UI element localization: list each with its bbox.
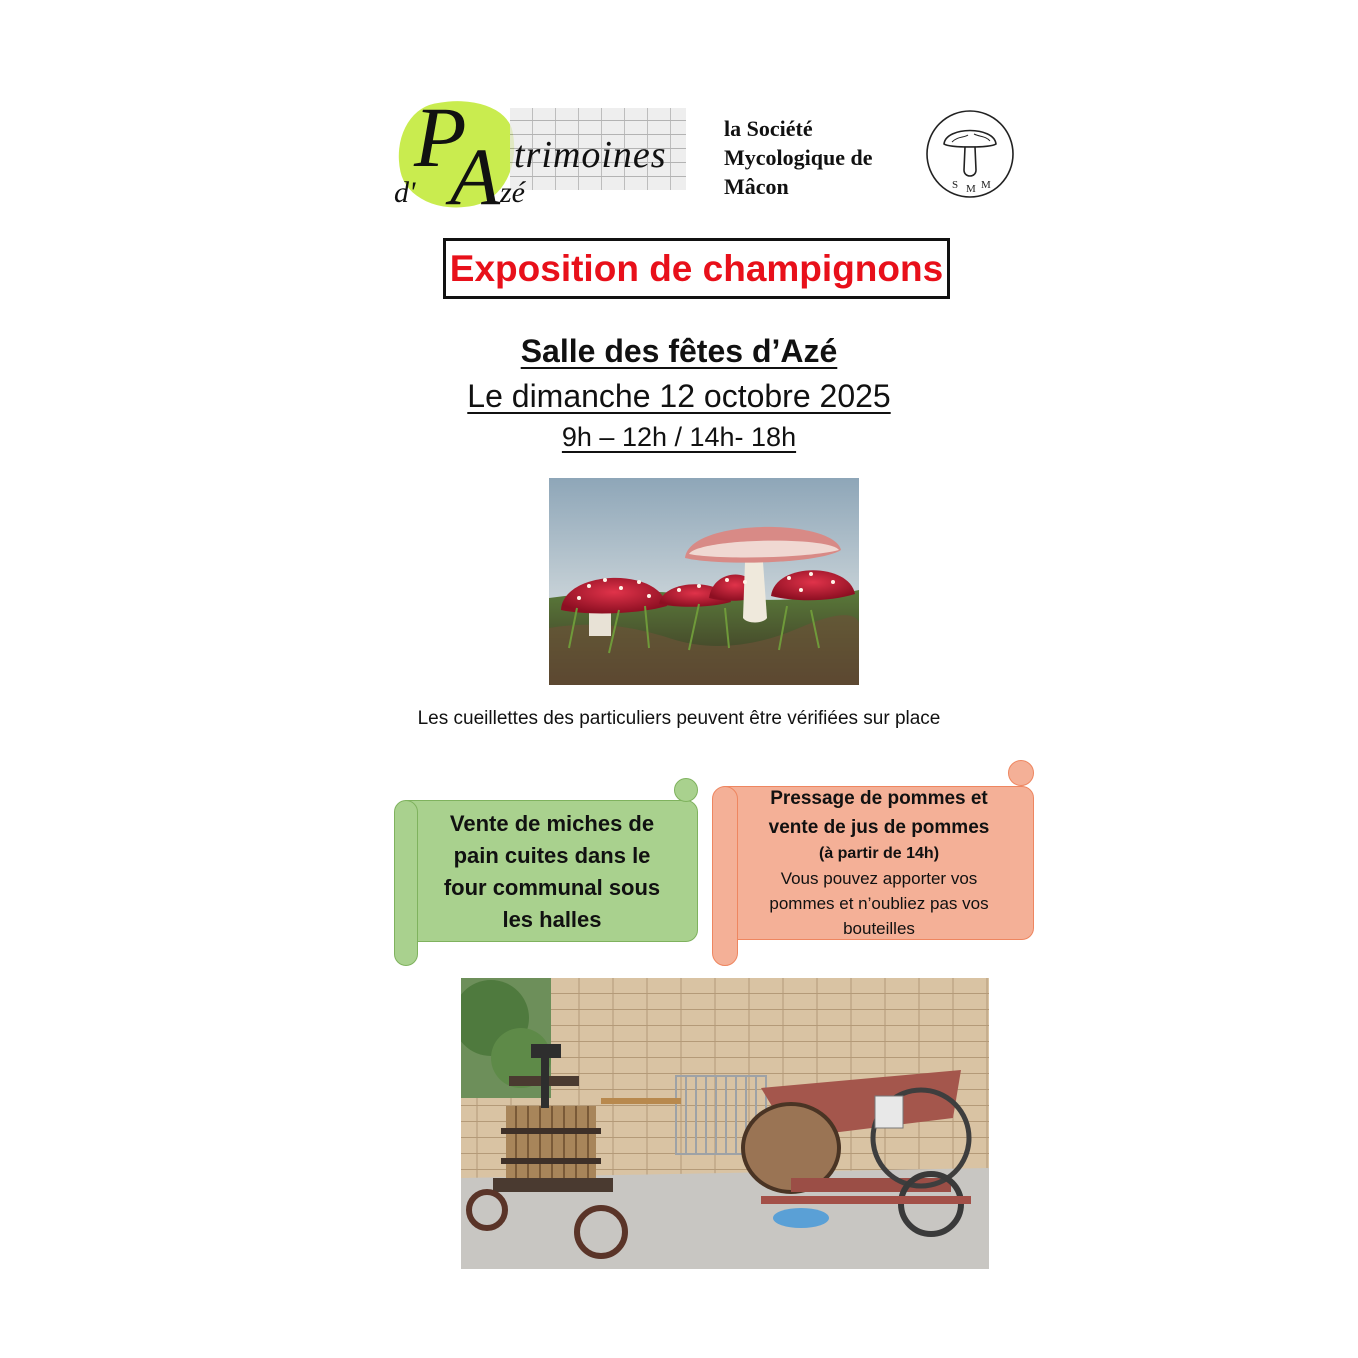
apple-press-photo xyxy=(461,978,989,1269)
seal-letter: M xyxy=(966,183,976,195)
bread-sale-text xyxy=(420,808,684,936)
bread-line: pain cuites dans le xyxy=(453,843,651,868)
apple-body-line: Vous pouvez apporter vos xyxy=(780,869,978,888)
logo-suffix: zé xyxy=(500,176,525,209)
bread-line: les halles xyxy=(502,907,602,932)
scroll-roll xyxy=(1008,760,1034,786)
scroll-roll xyxy=(712,786,738,966)
hours-text: 9h – 12h / 14h- 18h xyxy=(561,422,797,452)
bread-line: Vente de miches de xyxy=(449,811,655,836)
smm-mushroom-seal-icon xyxy=(924,108,1016,200)
scroll-roll xyxy=(674,778,698,802)
seal-letter: M xyxy=(981,179,991,191)
apple-title-line: vente de jus de pommes xyxy=(768,817,990,838)
logo-letter-a: A xyxy=(450,131,501,222)
page-title: Exposition de champignons xyxy=(449,247,944,289)
apple-subtitle: (à partir de 14h) xyxy=(818,845,940,862)
smm-name xyxy=(724,114,934,201)
logo-word: trimoines xyxy=(514,134,667,176)
venue-text: Salle des fêtes d’Azé xyxy=(520,333,838,369)
date-line xyxy=(0,378,1358,415)
hours-line xyxy=(0,422,1358,453)
logo-prefix: d' xyxy=(394,176,416,209)
apple-body-line: pommes et n’oubliez pas vos xyxy=(769,894,989,913)
title-box xyxy=(443,238,950,299)
apple-title-line: Pressage de pommes et xyxy=(770,788,988,809)
date-text: Le dimanche 12 octobre 2025 xyxy=(467,378,891,414)
patrimoines-aze-logo xyxy=(392,89,692,222)
logo-letter-p: P xyxy=(414,89,467,185)
apple-press-text xyxy=(738,784,1020,941)
venue-line xyxy=(0,333,1358,370)
smm-line: la Société xyxy=(724,116,813,141)
mushroom-photo xyxy=(549,478,859,685)
apple-body-line: bouteilles xyxy=(843,919,915,938)
scroll-roll xyxy=(394,800,418,966)
bread-line: four communal sous xyxy=(443,875,661,900)
smm-line: Mâcon xyxy=(724,174,789,199)
smm-line: Mycologique de xyxy=(724,145,873,170)
note-text: Les cueillettes des particuliers peuvent être vérifiées sur place xyxy=(417,708,941,729)
seal-letter: S xyxy=(952,179,959,191)
inspection-note xyxy=(0,708,1358,730)
